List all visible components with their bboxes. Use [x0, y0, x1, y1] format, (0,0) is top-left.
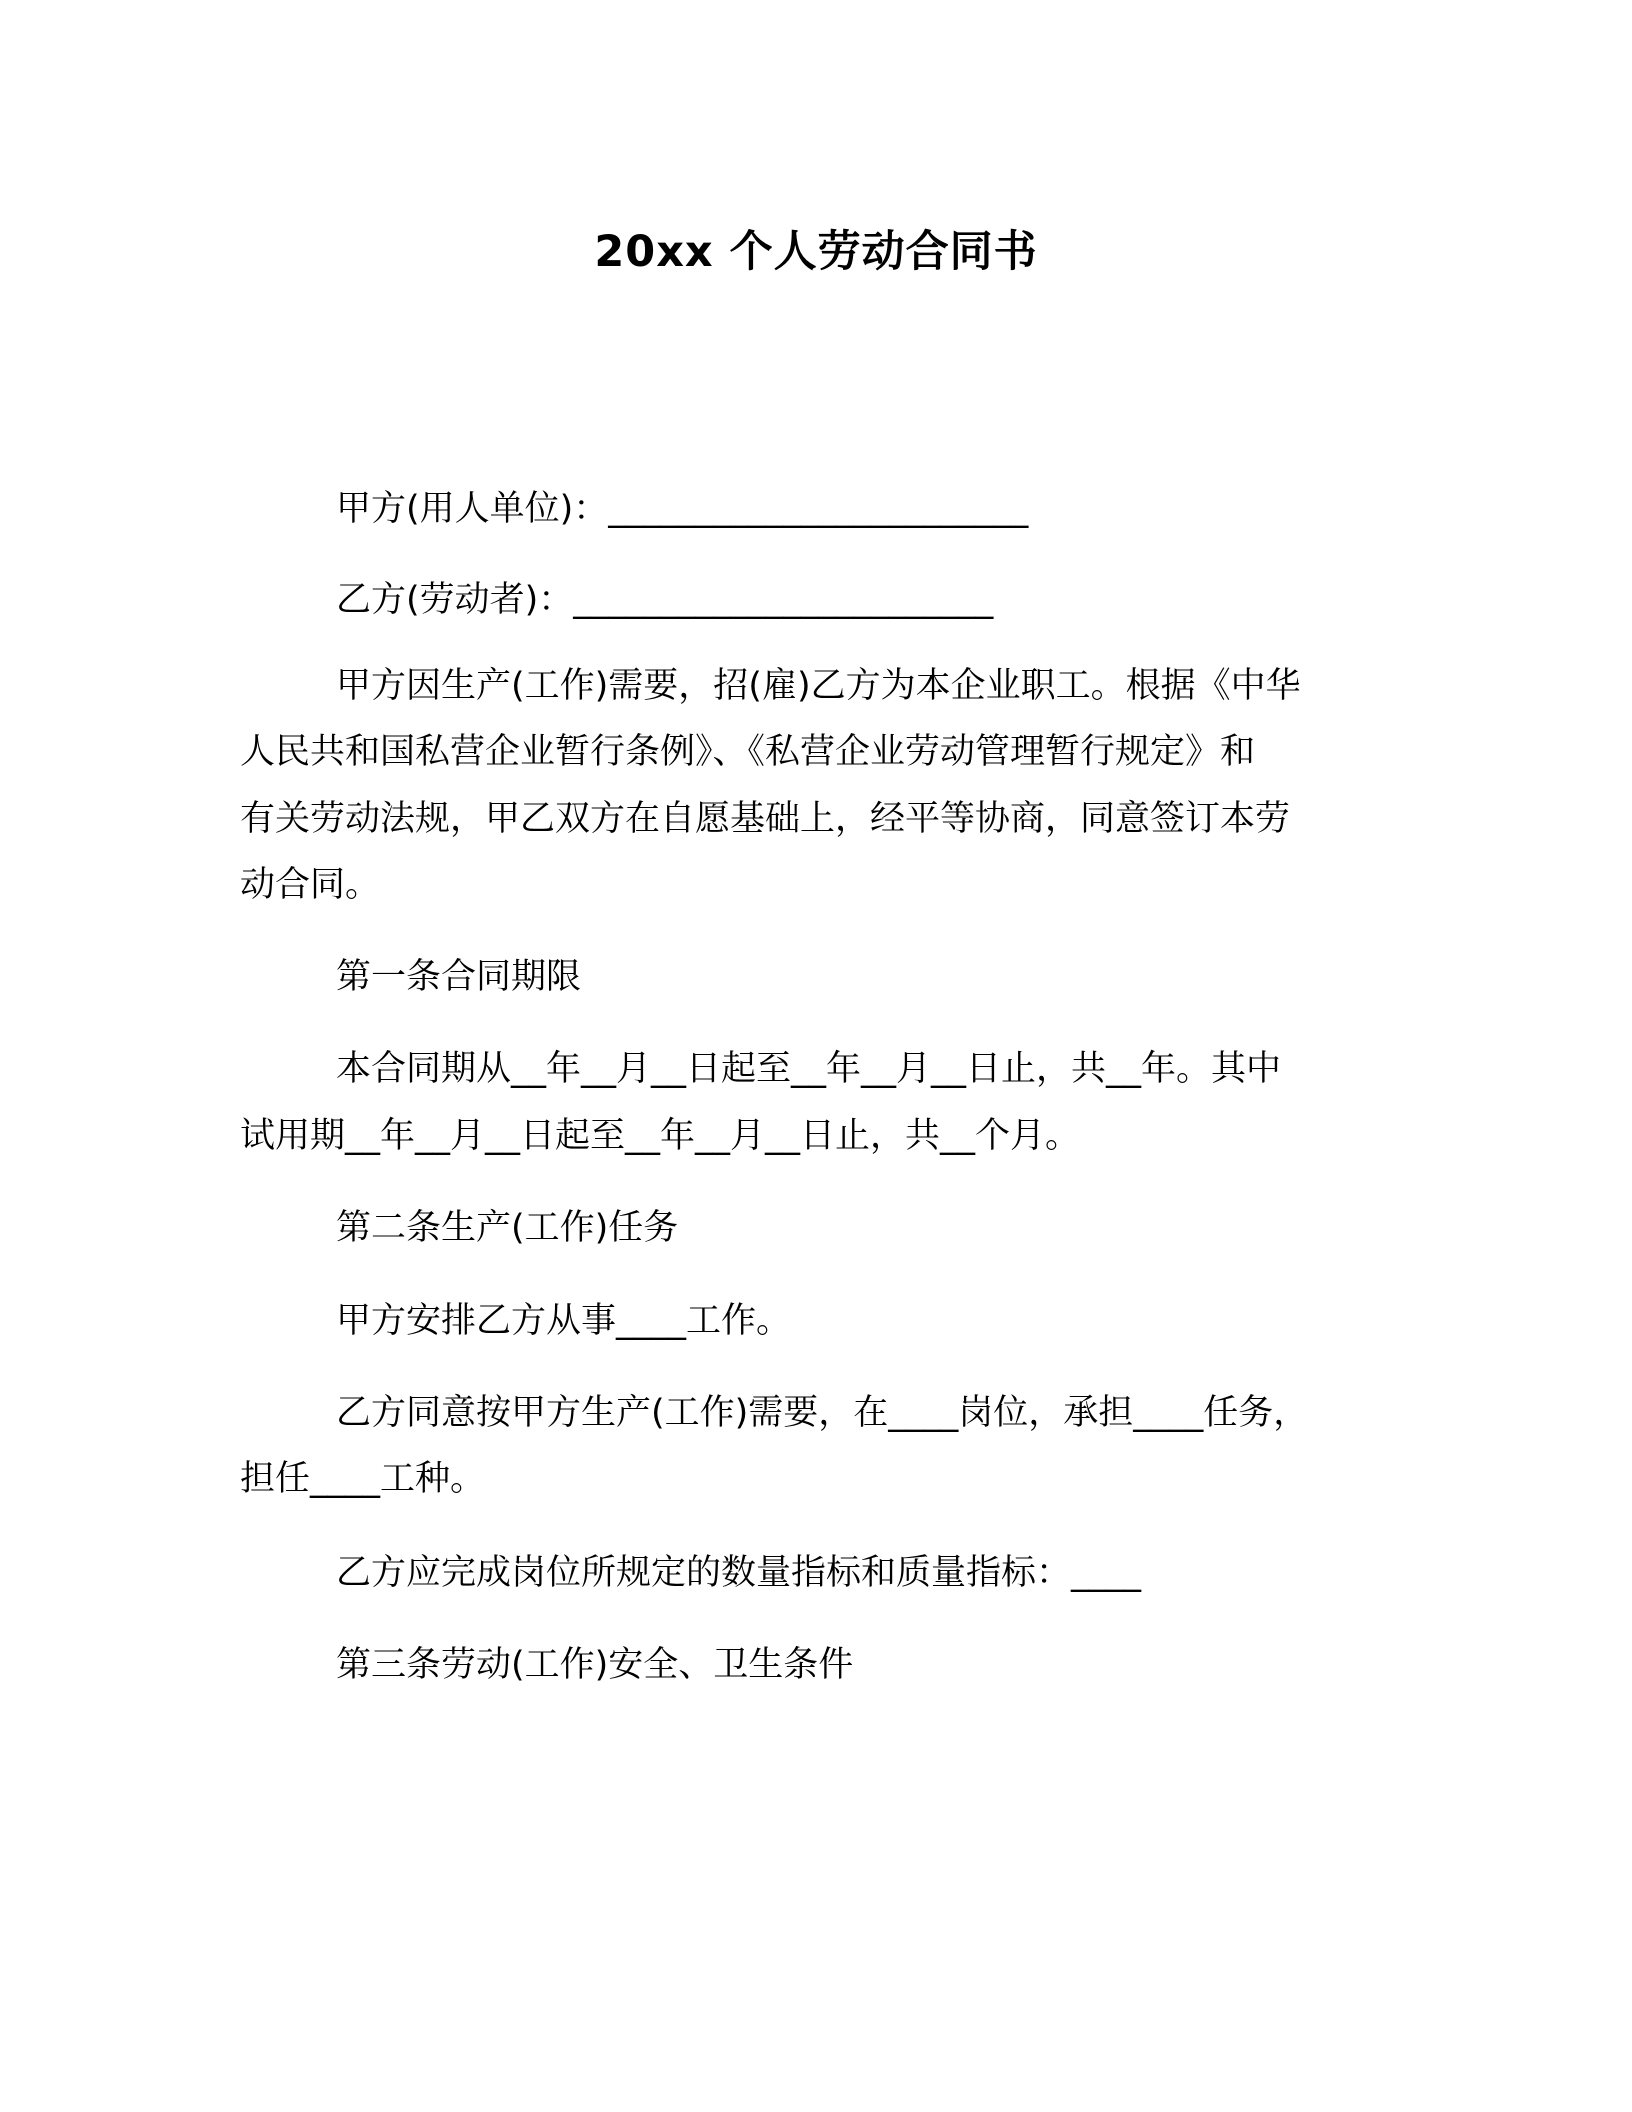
article2-paragraph-2-line-2: 担任____工种。 — [240, 1459, 486, 1499]
document-title: 20xx 个人劳动合同书 — [594, 227, 1038, 277]
intro-line-3: 有关劳动法规，甲乙双方在自愿基础上，经平等协商，同意签订本劳 — [240, 799, 1291, 839]
article1-heading: 第一条合同期限 — [336, 957, 582, 997]
intro-line-4: 动合同。 — [240, 865, 381, 905]
article1-line-1: 本合同期从__年__月__日起至__年__月__日止，共__年。其中 — [336, 1049, 1282, 1089]
article2-heading: 第二条生产(工作)任务 — [336, 1208, 679, 1248]
intro-line-2: 人民共和国私营企业暂行条例》、《私营企业劳动管理暂行规定》和 — [240, 732, 1256, 772]
article2-paragraph-1: 甲方安排乙方从事____工作。 — [336, 1301, 792, 1341]
article1-line-2: 试用期__年__月__日起至__年__月__日止，共__个月。 — [240, 1116, 1081, 1156]
party-b-line: 乙方(劳动者)：________________________ — [336, 580, 994, 620]
article2-paragraph-2-line-1: 乙方同意按甲方生产(工作)需要，在____岗位，承担____任务， — [336, 1393, 1309, 1433]
party-a-line: 甲方(用人单位)：________________________ — [336, 489, 1029, 529]
article2-paragraph-3: 乙方应完成岗位所规定的数量指标和质量指标：____ — [336, 1553, 1142, 1593]
intro-line-1: 甲方因生产(工作)需要，招(雇)乙方为本企业职工。根据《中华 — [336, 666, 1301, 706]
article3-heading: 第三条劳动(工作)安全、卫生条件 — [336, 1645, 854, 1685]
